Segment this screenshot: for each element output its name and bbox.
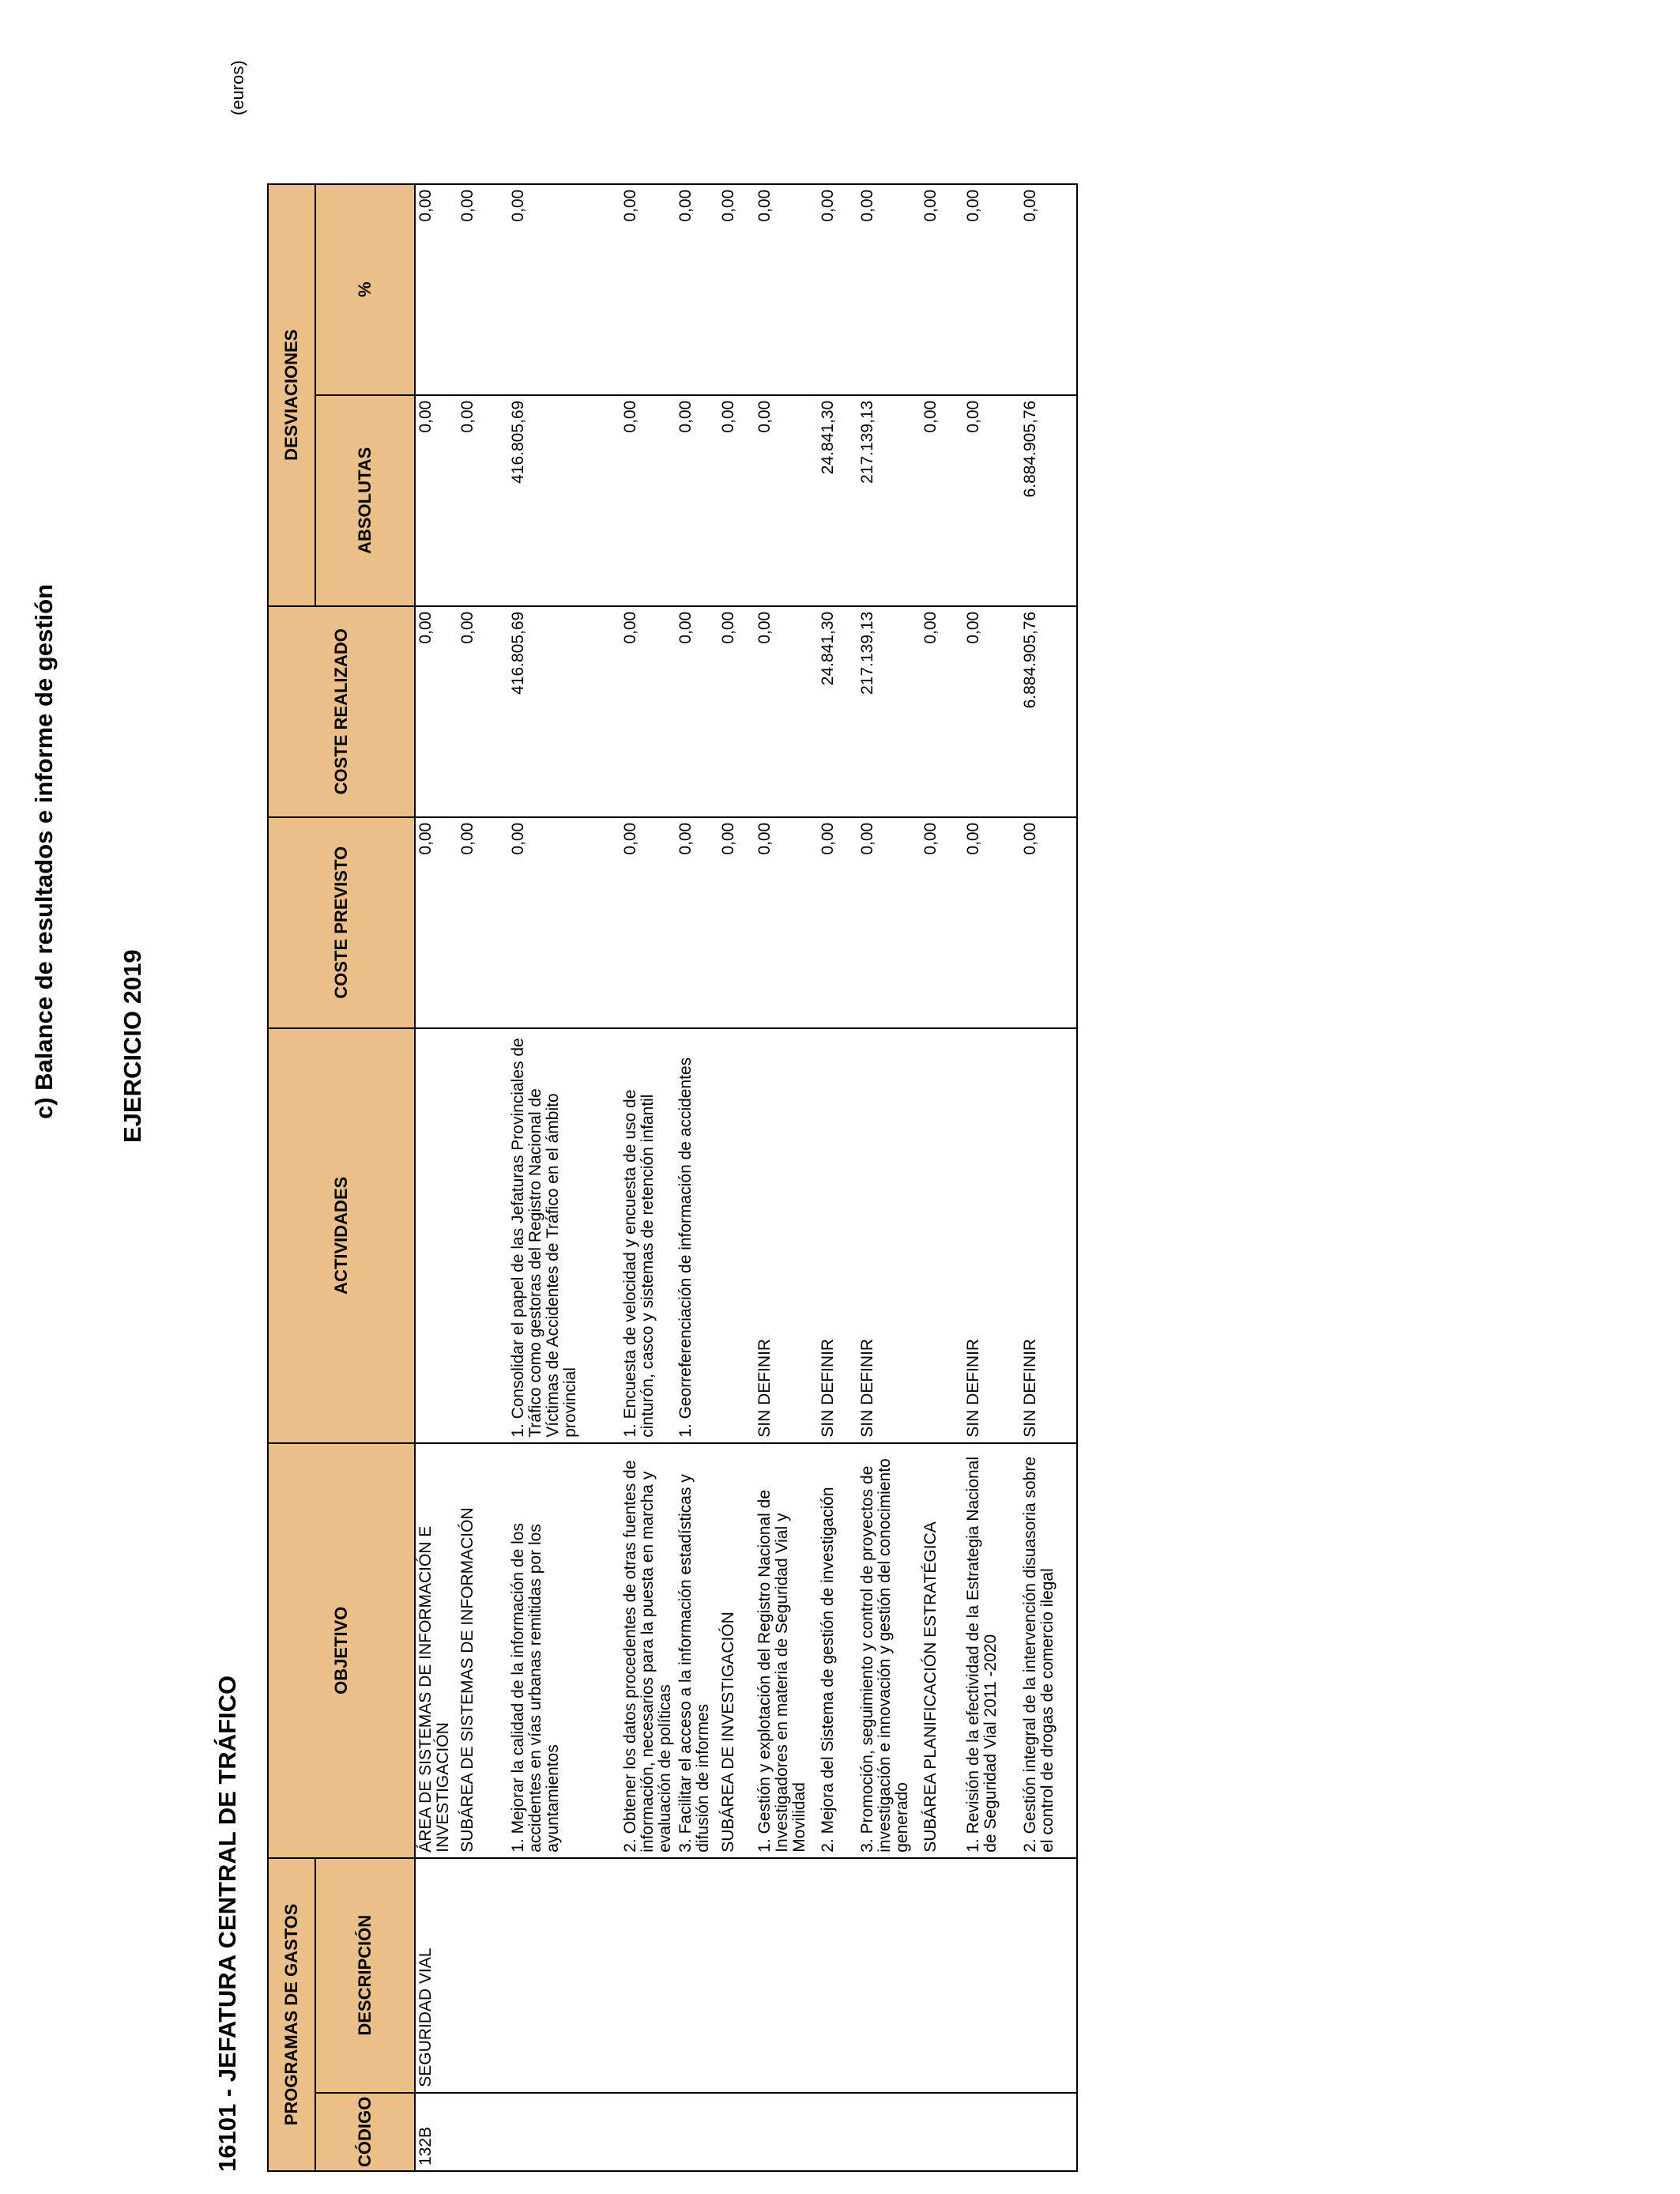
codigo-cell: 132B [415,2093,458,2171]
table-row [755,184,818,2171]
desviacion-absoluta-cell: 0,00 [963,395,1020,606]
objetivo-cell: SUBÁREA DE INVESTIGACIÓN [718,1443,755,1858]
header-coste-realizado: COSTE REALIZADO [268,606,415,817]
coste-realizado-cell: 0,00 [458,606,508,817]
objetivo-cell: 2. Gestión integral de la intervención disuasoria sobre el control de drogas de comercio ilegal [1020,1443,1077,1858]
actividades-cell: SIN DEFINIR [857,1028,921,1443]
entity-title: 16101 - JEFATURA CENTRAL DE TRÁFICO [213,1675,241,2172]
coste-previsto-cell: 0,00 [620,817,676,1028]
coste-realizado-cell: 0,00 [963,606,1020,817]
descripcion-cell [857,1858,921,2093]
objetivo-cell: 2. Mejora del Sistema de gestión de investigación [818,1443,857,1858]
desviacion-pct-cell: 0,00 [755,184,818,395]
codigo-cell [458,2093,508,2171]
coste-previsto-cell: 0,00 [676,817,718,1028]
descripcion-cell [921,1858,963,2093]
objetivo-cell: 1. Mejorar la calidad de la información de los accidentes en vías urbanas remitidas por los ayuntamientos [508,1443,620,1858]
actividades-cell [415,1028,458,1443]
objetivo-cell: 3. Promoción, seguimiento y control de proyectos de investigación e innovación y gestión del conocimiento generado [857,1443,921,1858]
actividades-cell: 1. Encuesta de velocidad y encuesta de uso de cinturón, casco y sistemas de retención infantil [620,1028,676,1443]
coste-previsto-cell: 0,00 [415,817,458,1028]
desviacion-pct-cell: 0,00 [818,184,857,395]
desviacion-absoluta-cell: 0,00 [620,395,676,606]
coste-previsto-cell: 0,00 [963,817,1020,1028]
coste-realizado-cell: 0,00 [676,606,718,817]
descripcion-cell [818,1858,857,2093]
objetivo-cell: SUBÁREA DE SISTEMAS DE INFORMACIÓN [458,1443,508,1858]
coste-realizado-cell: 0,00 [921,606,963,817]
desviacion-absoluta-cell: 217.139,13 [857,395,921,606]
desviacion-pct-cell: 0,00 [963,184,1020,395]
desviacion-pct-cell: 0,00 [458,184,508,395]
table-row [1020,184,1077,2171]
codigo-cell [963,2093,1020,2171]
codigo-cell [755,2093,818,2171]
desviacion-absoluta-cell: 6.884.905,76 [1020,395,1077,606]
desviacion-absoluta-cell: 0,00 [921,395,963,606]
table-row [508,184,620,2171]
coste-previsto-cell: 0,00 [921,817,963,1028]
codigo-cell [508,2093,620,2171]
desviacion-absoluta-cell: 0,00 [676,395,718,606]
header-descripcion: DESCRIPCIÓN [315,1858,415,2093]
desviacion-pct-cell: 0,00 [857,184,921,395]
header-actividades: ACTIVIDADES [268,1028,415,1443]
units-label: (euros) [228,60,247,115]
codigo-cell [921,2093,963,2171]
actividades-cell: 1. Consolidar el papel de las Jefaturas Provinciales de Tráfico como gestoras del Registro Nacional de Víctimas de Accidentes de Tráfico en el ámbito provincial [508,1028,620,1443]
objetivo-cell: 1. Revisión de la efectividad de la Estrategia Nacional de Seguridad Vial 2011 -2020 [963,1443,1020,1858]
actividades-cell [718,1028,755,1443]
descripcion-cell [676,1858,718,2093]
actividades-cell [921,1028,963,1443]
actividades-cell: SIN DEFINIR [963,1028,1020,1443]
section-title: c) Balance de resultados e informe de gestión [30,583,58,1119]
objetivo-cell: 1. Gestión y explotación del Registro Nacional de Investigadores en materia de Seguridad Vial y Movilidad [755,1443,818,1858]
coste-previsto-cell: 0,00 [755,817,818,1028]
header-coste-previsto: COSTE PREVISTO [268,817,415,1028]
actividades-cell: SIN DEFINIR [755,1028,818,1443]
codigo-cell [718,2093,755,2171]
objetivo-cell: SUBÁREA PLANIFICACIÓN ESTRATÉGICA [921,1443,963,1858]
desviacion-absoluta-cell: 24.841,30 [818,395,857,606]
desviacion-pct-cell: 0,00 [508,184,620,395]
desviacion-absoluta-cell: 0,00 [718,395,755,606]
header-desviaciones: DESVIACIONES [268,184,315,606]
table-body [415,184,1077,2171]
desviacion-absoluta-cell: 0,00 [458,395,508,606]
desviacion-pct-cell: 0,00 [921,184,963,395]
table-row [415,184,458,2171]
header-programas: PROGRAMAS DE GASTOS [268,1858,315,2171]
coste-realizado-cell: 6.884.905,76 [1020,606,1077,817]
desviacion-absoluta-cell: 0,00 [415,395,458,606]
coste-realizado-cell: 416.805,69 [508,606,620,817]
table-row [718,184,755,2171]
table-row [818,184,857,2171]
descripcion-cell [620,1858,676,2093]
descripcion-cell [718,1858,755,2093]
coste-previsto-cell: 0,00 [718,817,755,1028]
codigo-cell [620,2093,676,2171]
coste-realizado-cell: 0,00 [415,606,458,817]
table-row [857,184,921,2171]
coste-realizado-cell: 0,00 [620,606,676,817]
desviacion-pct-cell: 0,00 [620,184,676,395]
table-row [676,184,718,2171]
table-row [458,184,508,2171]
coste-previsto-cell: 0,00 [1020,817,1077,1028]
actividades-cell: SIN DEFINIR [818,1028,857,1443]
actividades-cell: SIN DEFINIR [1020,1028,1077,1443]
results-table [267,183,1078,2172]
coste-previsto-cell: 0,00 [857,817,921,1028]
codigo-cell [1020,2093,1077,2171]
header-codigo: CÓDIGO [315,2093,415,2171]
header-absolutas: ABSOLUTAS [315,395,415,606]
coste-realizado-cell: 217.139,13 [857,606,921,817]
descripcion-cell: SEGURIDAD VIAL [415,1858,458,2093]
coste-realizado-cell: 24.841,30 [818,606,857,817]
objetivo-cell: ÁREA DE SISTEMAS DE INFORMACIÓN E INVESTIGACIÓN [415,1443,458,1858]
ejercicio-title: EJERCICIO 2019 [119,949,146,1143]
actividades-cell: 1. Georreferenciación de información de accidentes [676,1028,718,1443]
codigo-cell [818,2093,857,2171]
codigo-cell [857,2093,921,2171]
descripcion-cell [755,1858,818,2093]
header-objetivo: OBJETIVO [268,1443,415,1858]
descripcion-cell [1020,1858,1077,2093]
coste-realizado-cell: 0,00 [718,606,755,817]
desviacion-absoluta-cell: 416.805,69 [508,395,620,606]
coste-previsto-cell: 0,00 [458,817,508,1028]
objetivo-cell: 3. Facilitar el acceso a la información estadísticas y difusión de informes [676,1443,718,1858]
table-row [921,184,963,2171]
desviacion-pct-cell: 0,00 [1020,184,1077,395]
header-pct: % [315,184,415,395]
descripcion-cell [963,1858,1020,2093]
table-row [620,184,676,2171]
coste-previsto-cell: 0,00 [818,817,857,1028]
table-row [963,184,1020,2171]
desviacion-pct-cell: 0,00 [718,184,755,395]
objetivo-cell: 2. Obtener los datos procedentes de otras fuentes de información, necesarios para la puesta en marcha y evaluación de políticas [620,1443,676,1858]
descripcion-cell [458,1858,508,2093]
codigo-cell [676,2093,718,2171]
desviacion-pct-cell: 0,00 [676,184,718,395]
descripcion-cell [508,1858,620,2093]
actividades-cell [458,1028,508,1443]
coste-previsto-cell: 0,00 [508,817,620,1028]
desviacion-absoluta-cell: 0,00 [755,395,818,606]
coste-realizado-cell: 0,00 [755,606,818,817]
desviacion-pct-cell: 0,00 [415,184,458,395]
